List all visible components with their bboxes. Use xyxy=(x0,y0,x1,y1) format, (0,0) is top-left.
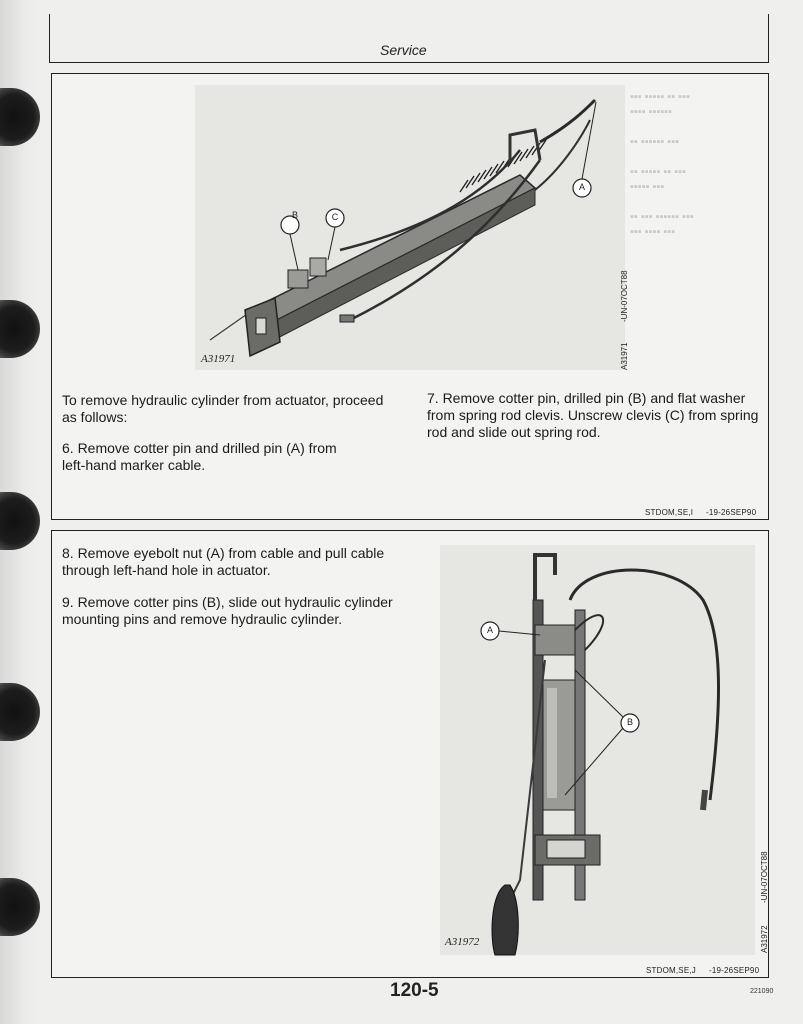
header-left-rule xyxy=(49,14,50,62)
side-ref: A31972 xyxy=(760,925,769,953)
footer-date: -19-26SEP90 xyxy=(709,966,760,975)
header-right-rule xyxy=(768,14,769,62)
callout-b: B xyxy=(291,210,298,220)
callout-a: A xyxy=(486,625,493,635)
step-6: 6. Remove cotter pin and drilled pin (A) from left-hand marker cable. xyxy=(62,440,337,473)
figure-id: A31971 xyxy=(201,353,236,365)
footer-code: STDOM,SE,I xyxy=(645,508,694,517)
actuator-illustration xyxy=(190,80,630,375)
side-ref: A31971 xyxy=(620,342,629,370)
footer-date: -19-26SEP90 xyxy=(706,508,757,517)
bleed-through-text: ▪▪▪ ▪▪▪▪▪ ▪▪ ▪▪▪ ▪▪▪▪ ▪▪▪▪▪▪ ▪▪ ▪▪▪▪▪▪ ▪▪▪ ▪▪ ▪▪▪▪▪ ▪▪ ▪▪▪ ▪▪▪▪▪ ▪▪▪ ▪▪ ▪▪▪ ▪▪▪▪▪▪ ▪▪▪ ▪▪▪ ▪▪▪▪ ▪▪▪ xyxy=(630,91,694,238)
callout-a: A xyxy=(578,182,585,192)
section-title: Service xyxy=(380,42,427,58)
figure-id: A31972 xyxy=(445,936,480,948)
step-8: 8. Remove eyebolt nut (A) from cable and pull cable through left-hand hole in actuator. xyxy=(62,545,385,578)
side-code: -UN-07OCT88 xyxy=(620,270,629,322)
footer-code: STDOM,SE,J xyxy=(646,966,697,975)
step-9: 9. Remove cotter pins (B), slide out hydraulic cylinder mounting pins and remove hydraulic cylinder. xyxy=(62,594,393,627)
callout-c: C xyxy=(331,212,339,222)
intro-text: To remove hydraulic cylinder from actuator, proceed as follows: xyxy=(62,392,384,425)
print-code: 221090 xyxy=(750,988,774,995)
side-code: -UN-07OCT88 xyxy=(760,851,769,903)
header-rule xyxy=(49,62,769,63)
cylinder-illustration xyxy=(435,540,760,962)
step-7: 7. Remove cotter pin, drilled pin (B) and flat washer from spring rod clevis. Unscrew clevis (C) from spring rod and slide out spring rod. xyxy=(427,390,759,440)
page-number: 120-5 xyxy=(390,980,439,1001)
callout-b: B xyxy=(626,717,633,727)
